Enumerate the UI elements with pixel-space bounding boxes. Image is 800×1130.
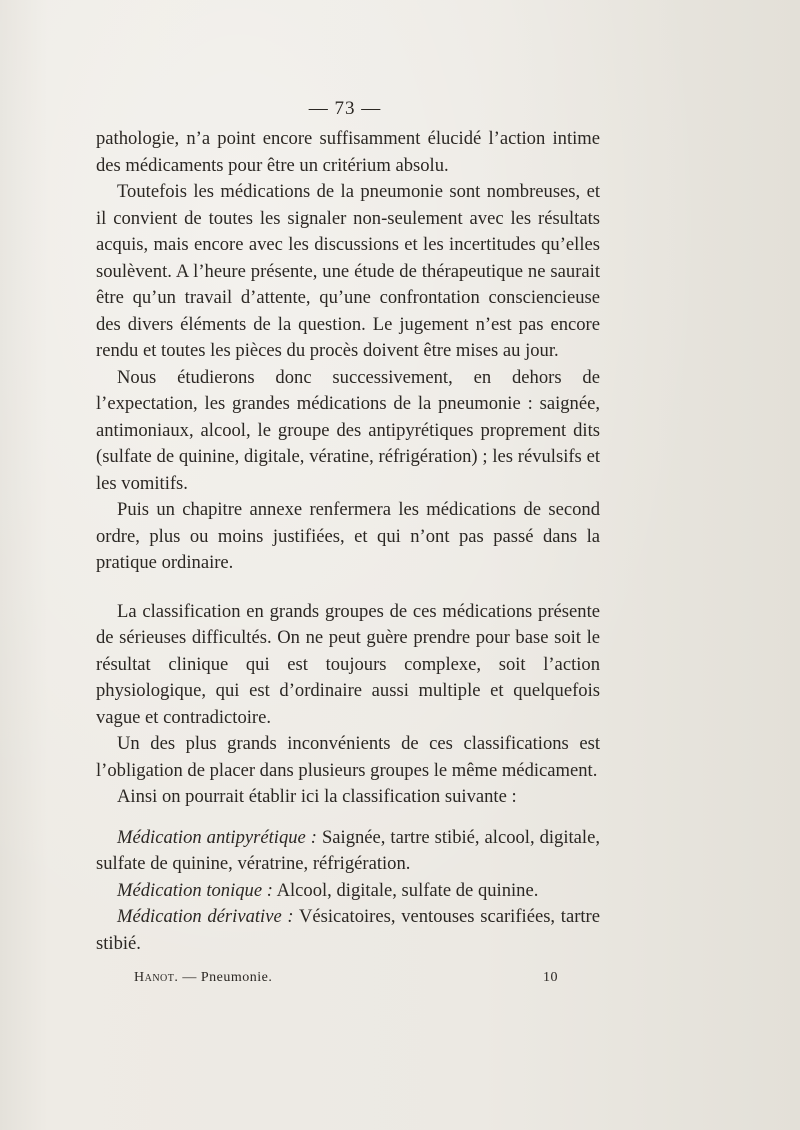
section-break <box>96 811 600 825</box>
footer-title: Pneumonie. <box>200 970 273 985</box>
signature-mark: 10 <box>543 970 558 985</box>
paragraph: pathologie, n’a point encore suffisamment élucidé l’action intime des médicaments pour être un critérium absolu. <box>96 128 600 176</box>
paragraph: Puis un chapitre annexe renfermera les médications de second ordre, plus ou moins justifiées, et qui n’ont pas passé dans la pratique ordinaire. <box>96 499 600 573</box>
classification-item <box>96 904 600 957</box>
paragraph: Nous étudierons donc successivement, en dehors de l’expectation, les grandes médications de la pneumonie : saignée, antimoniaux, alcool, le groupe des antipyrétiques proprement dits (sulfate de quinine, digitale, vératine, réfrigération) ; les révulsifs et les vomitifs. <box>96 366 600 494</box>
footer-author: Hanot. <box>134 970 179 985</box>
running-footer <box>134 970 272 986</box>
paragraph: Un des plus grands inconvénients de ces classifications est l’obligation de placer dans plusieurs groupes le même médicament. <box>96 733 600 781</box>
classification-desc: Vésicatoires, ventouses scarifiées, tartre stibié. <box>96 906 600 954</box>
classification-term: Médication dérivative : <box>117 906 294 927</box>
paragraph: Toutefois les médications de la pneumonie sont nombreuses, et il convient de toutes les signaler non-seulement avec les résultats acquis, mais encore avec les discussions et les incertitudes qu’elles soulèvent. A l’heure présente, une étude de thérapeutique ne saurait être qu’un travail d’attente, qu’une confrontation consciencieuse des divers éléments de la question. Le jugement n’est pas encore rendu et toutes les pièces du procès doivent être mises au jour. <box>96 181 600 361</box>
body-text <box>96 126 600 957</box>
classification-term: Médication antipyrétique : <box>117 826 317 848</box>
classification-desc: Alcool, digitale, sulfate de quinine. <box>272 879 539 901</box>
paragraph: La classification en grands groupes de ces médications présente de sérieuses difficultés. On ne peut guère prendre pour base soit le résultat clinique qui est toujours complexe, soit l’action physiologique, qui est d’ordinaire aussi multiple et quelquefois vague et contradictoire. <box>96 600 600 728</box>
page-number: — 73 — <box>308 98 382 119</box>
classification-item <box>96 878 600 905</box>
paragraph: Ainsi on pourrait établir ici la classification suivante : <box>117 786 517 807</box>
footer-separator: — <box>178 970 201 985</box>
classification-desc: Saignée, tartre stibié, alcool, digitale, sulfate de quinine, vératrine, réfrigération. <box>96 826 600 874</box>
classification-term: Médication tonique : <box>117 879 273 901</box>
classification-item <box>96 825 600 878</box>
section-break <box>96 577 600 599</box>
